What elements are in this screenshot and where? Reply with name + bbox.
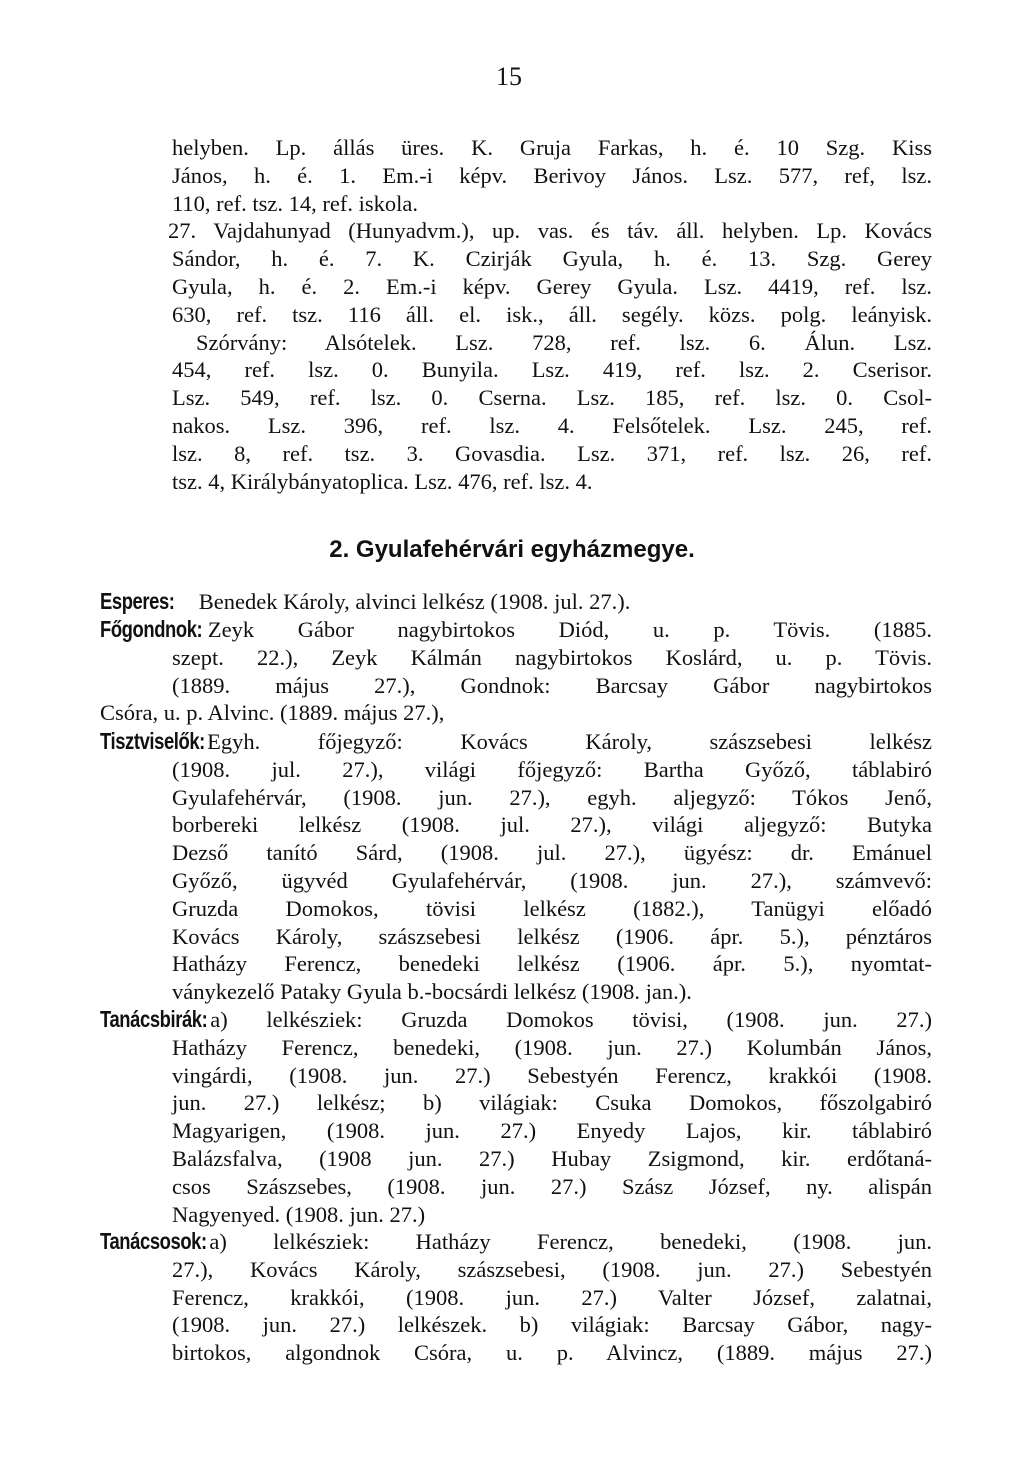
entry-label: Esperes:	[100, 588, 175, 614]
text-line: a) lelkésziek: Gruzda Domokos tövisi, (1908. jun. 27.)	[210, 1007, 932, 1032]
text-line: tsz. 4, Királybányatoplica. Lsz. 476, ref. lsz. 4.	[172, 468, 593, 494]
text-line: Ferencz, krakkói, (1908. jun. 27.) Valter József, zalatnai,	[172, 1284, 932, 1310]
entry-fogondnok	[100, 616, 932, 727]
text-line: Dezső tanító Sárd, (1908. jul. 27.), ügyész: dr. Emánuel	[172, 840, 932, 866]
entry-label: Tanácsbirák:	[100, 1006, 208, 1032]
page-number: 15	[496, 62, 522, 91]
entry-label: Tanácsosok:	[100, 1228, 207, 1254]
entry-label: Főgondnok:	[100, 616, 203, 642]
text-line: lsz. 8, ref. tsz. 3. Govasdia. Lsz. 371, ref. lsz. 26, ref.	[172, 440, 932, 466]
text-line: Gruzda Domokos, tövisi lelkész (1882.), Tanügyi előadó	[172, 895, 932, 921]
text-line: szept. 22.), Zeyk Kálmán nagybirtokos Koslárd, u. p. Tövis.	[172, 644, 932, 670]
entry-tisztviselok	[100, 728, 932, 1006]
text-line: helyben. Lp. állás üres. K. Gruja Farkas, h. é. 10 Szg. Kiss	[172, 135, 932, 160]
text-line: vingárdi, (1908. jun. 27.) Sebestyén Ferencz, krakkói (1908.	[172, 1062, 932, 1088]
text-line: Sándor, h. é. 7. K. Czirják Gyula, h. é. 13. Szg. Gerey	[172, 246, 932, 272]
text-line: Gyula, h. é. 2. Em.-i képv. Gerey Gyula. Lsz. 4419, ref. lsz.	[172, 273, 932, 299]
text-line: Kovács Károly, szászsebesi lelkész (1906. ápr. 5.), pénztáros	[172, 923, 932, 949]
text-line: Lsz. 549, ref. lsz. 0. Cserna. Lsz. 185, ref. lsz. 0. Csol-	[172, 385, 932, 411]
text-line: a) lelkésziek: Hatházy Ferencz, benedeki, (1908. jun.	[209, 1229, 932, 1254]
text-line: birtokos, algondnok Csóra, u. p. Alvincz, (1889. május 27.)	[172, 1340, 932, 1366]
text-line: Hatházy Ferencz, benedeki, (1908. jun. 27.) Kolumbán János,	[172, 1034, 932, 1060]
entry-label: Tisztviselők:	[100, 728, 205, 754]
text-line: (1908. jun. 27.) lelkészek. b) világiak: Barcsay Gábor, nagy-	[172, 1312, 932, 1338]
text-line: Hatházy Ferencz, benedeki lelkész (1906. ápr. 5.), nyomtat-	[172, 951, 932, 977]
entry-esperes	[100, 588, 932, 616]
text-line: 454, ref. lsz. 0. Bunyila. Lsz. 419, ref. lsz. 2. Cserisor.	[172, 357, 932, 383]
text-line: csos Szászsebes, (1908. jun. 27.) Szász József, ny. alispán	[172, 1173, 932, 1199]
text-line: Gyulafehérvár, (1908. jun. 27.), egyh. aljegyző: Tókos Jenő,	[172, 784, 932, 810]
text-line: Magyarigen, (1908. jun. 27.) Enyedy Lajos, kir. táblabiró	[172, 1118, 932, 1144]
text-line: János, h. é. 1. Em.-i képv. Berivoy János. Lsz. 577, ref, lsz.	[172, 162, 932, 188]
entry-tanacsbirak	[100, 1006, 932, 1228]
text-line: Győző, ügyvéd Gyulafehérvár, (1908. jun. 27.), számvevő:	[172, 867, 932, 893]
section-heading: 2. Gyulafehérvári egyházmegye.	[329, 536, 695, 563]
text-line: (1889. május 27.), Gondnok: Barcsay Gábor nagybirtokos	[172, 672, 932, 698]
text-line: ványkezelő Pataky Gyula b.-bocsárdi lelkész (1908. jan.).	[172, 979, 692, 1005]
text-line: Zeyk Gábor nagybirtokos Diód, u. p. Tövis. (1885.	[207, 617, 932, 642]
text-line: Szórvány: Alsótelek. Lsz. 728, ref. lsz. 6. Álun. Lsz.	[196, 329, 932, 355]
parish-entry-block	[168, 134, 932, 495]
text-line: jun. 27.) lelkész; b) világiak: Csuka Domokos, főszolgabiró	[172, 1090, 932, 1116]
text-line: borbereki lelkész (1908. jul. 27.), világi aljegyző: Butyka	[172, 812, 932, 838]
text-line: Csóra, u. p. Alvinc. (1889. május 27.),	[100, 700, 445, 726]
text-line: 630, ref. tsz. 116 áll. el. isk., áll. segély. közs. polg. leányisk.	[172, 301, 932, 327]
text-line: 27.), Kovács Károly, szászsebesi, (1908. jun. 27.) Sebestyén	[172, 1256, 932, 1282]
text-line: nakos. Lsz. 396, ref. lsz. 4. Felsőtelek. Lsz. 245, ref.	[172, 412, 932, 438]
text-line: Nagyenyed. (1908. jun. 27.)	[172, 1201, 426, 1227]
text-line: 27. Vajdahunyad (Hunyadvm.), up. vas. és táv. áll. helyben. Lp. Kovács	[168, 218, 932, 244]
text-line: (1908. jul. 27.), világi főjegyző: Bartha Győző, táblabiró	[172, 756, 932, 782]
text-line: Balázsfalva, (1908 jun. 27.) Hubay Zsigmond, kir. erdőtaná-	[172, 1145, 932, 1171]
text-line: Benedek Károly, alvinci lelkész (1908. jul. 27.).	[198, 589, 631, 614]
text-line: 110, ref. tsz. 14, ref. iskola.	[172, 190, 418, 216]
entry-tanacsosok	[100, 1228, 932, 1367]
text-line: Egyh. főjegyző: Kovács Károly, szászsebesi lelkész	[207, 729, 932, 754]
